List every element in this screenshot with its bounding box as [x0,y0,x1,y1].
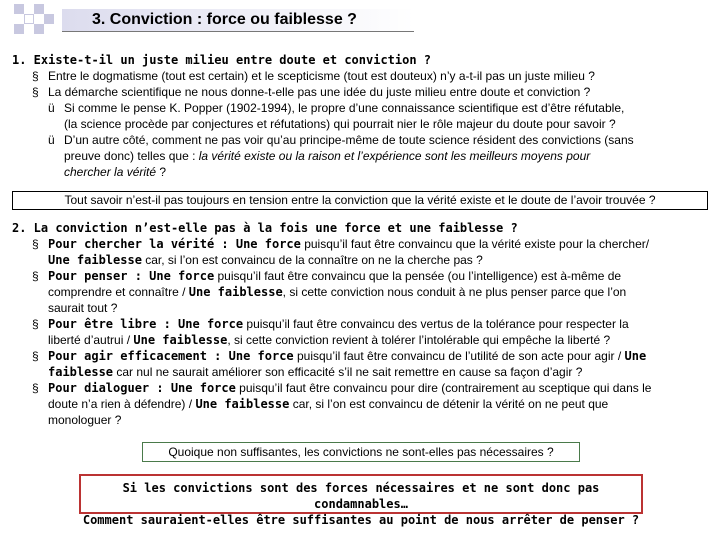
list-item-continuation: liberté d’autrui / Une faiblesse, si cette conviction revient à tolérer l’intolérable qui empêche la liberté ? [48,333,611,347]
list-item-continuation: preuve donc) telles que : la vérité existe ou la raison et l’expérience sont les meilleurs moyens pour [64,149,591,163]
corner-square [34,24,44,34]
list-item-continuation: comprendre et connaître / Une faiblesse, si cette conviction nous conduit à ne plus penser parce que l’on [48,285,627,299]
conclusion-box [79,474,643,527]
list-item: § Pour dialoguer : Une force puisqu’il faut être convaincu pour dire (contrairement au sceptique qui dans le [32,381,652,395]
bullet-icon: § [32,85,39,99]
corner-square [44,14,54,24]
bullet-icon: § [32,69,39,83]
list-item: ü D’un autre côté, comment ne pas voir qu’au principe-même de toute science résident des convictions (sans [48,133,634,147]
bullet-icon: § [32,237,39,251]
conclusion-line-2: Comment sauraient-elles être suffisantes au point de nous arrêter de penser ? [82,513,640,527]
bullet-icon: § [32,381,39,395]
bullet-icon: § [32,349,39,363]
list-item-continuation: saurait tout ? [48,301,118,315]
corner-square [24,14,34,24]
list-item: ü Si comme le pense K. Popper (1902-1994), le propre d’une connaissance scientifique est d’être réfutable, [48,101,625,115]
checkmark-icon: ü [48,101,55,115]
slide-title-bar [62,9,414,32]
slide-body [12,52,708,180]
slide-title: 3. Conviction : force ou faiblesse ? [92,11,357,28]
summary-box-1: Tout savoir n’est-il pas toujours en tension entre la conviction que la vérité existe et le doute de l’avoir trouvée ? [12,191,708,210]
list-item: § Pour agir efficacement : Une force puisqu’il faut être convaincu de l’utilité de son acte pour agir / Une [32,349,647,363]
section-2-heading: 2. La conviction n’est-elle pas à la fois une force et une faiblesse ? [12,221,518,235]
list-item-continuation: doute n’a rien à défendre) / Une faiblesse car, si l’on est convaincu de détenir la vérité on ne peut que [48,397,609,411]
list-item: § Pour chercher la vérité : Une force puisqu’il faut être convaincu que la vérité existe pour la chercher/ [32,237,650,251]
bullet-icon: § [32,269,39,283]
checkmark-icon: ü [48,133,55,147]
corner-square [14,24,24,34]
list-item: § Pour être libre : Une force puisqu’il faut être convaincu des vertus de la tolérance pour respecter la [32,317,629,331]
list-item-continuation: Une faiblesse car, si l’on est convaincu de la connaître on ne la cherche pas ? [48,253,483,267]
list-item-continuation: chercher la vérité ? [64,165,167,179]
corner-square [14,4,24,14]
corner-square [34,4,44,14]
list-item: § La démarche scientifique ne nous donne-t-elle pas une idée du juste milieu entre doute et conviction ? [32,85,591,99]
bullet-icon: § [32,317,39,331]
list-item: § Pour penser : Une force puisqu’il faut être convaincu que la pensée (ou l’intelligence) est à-même de [32,269,622,283]
summary-box-2: Quoique non suffisantes, les convictions ne sont-elles pas nécessaires ? [142,442,580,462]
list-item: § Entre le dogmatisme (tout est certain) et le scepticisme (tout est douteux) n’y a-t-il pas un juste milieu ? [32,69,595,83]
section-1-heading: 1. Existe-t-il un juste milieu entre doute et conviction ? [12,53,432,67]
slide-body-section-2 [12,220,708,428]
conclusion-line-1: Si les convictions sont des forces nécessaires et ne sont donc pas condamnables… [122,481,600,511]
list-item-continuation: monologuer ? [48,413,122,427]
list-item-continuation: (la science procède par conjectures et réfutations) qui pourrait nier le rôle majeur du doute pour savoir ? [64,117,616,131]
list-item-continuation: faiblesse car nul ne saurait améliorer son efficacité s’il ne sait remettre en cause sa façon d’agir ? [48,365,583,379]
